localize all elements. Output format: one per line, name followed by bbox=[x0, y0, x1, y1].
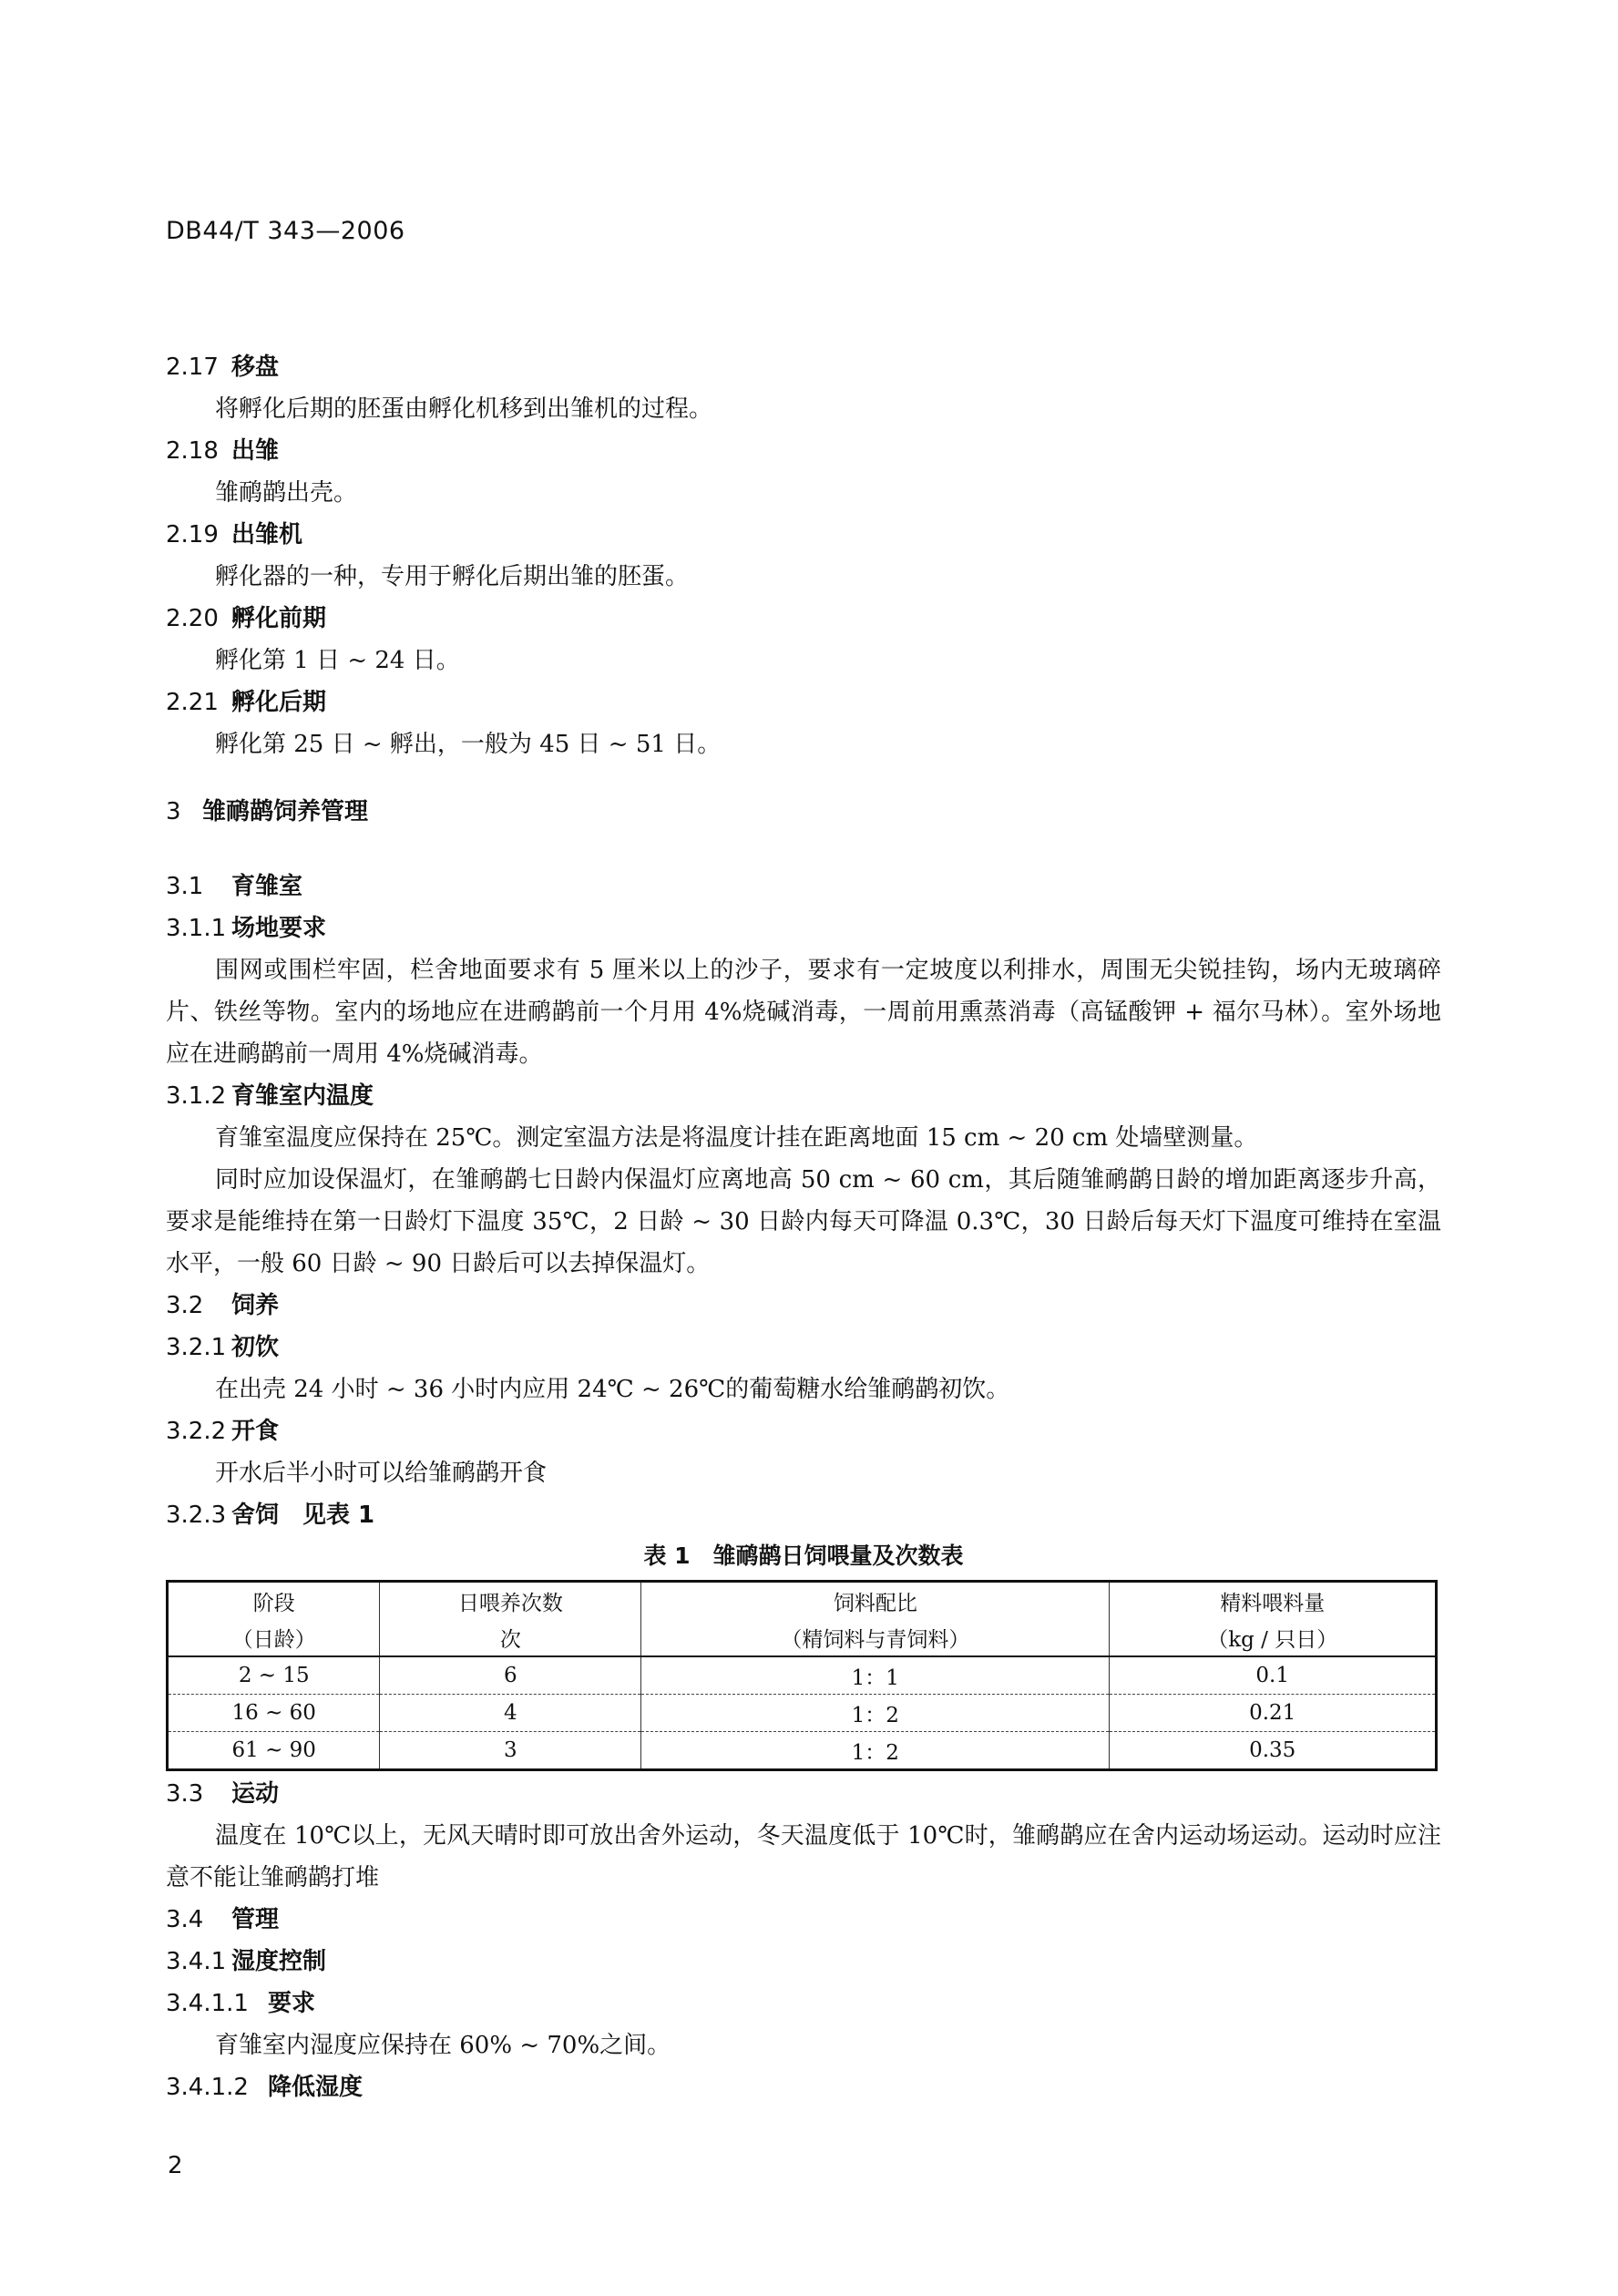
clause-heading bbox=[166, 907, 1441, 949]
clause-heading bbox=[166, 1327, 1441, 1368]
clause-number: 3.1.1 bbox=[166, 915, 227, 942]
table-header-cell: 次 bbox=[380, 1619, 641, 1656]
clause-text: 孵化第 25 日 ~ 孵出，一般为 45 日 ~ 51 日。 bbox=[215, 731, 722, 758]
clause-heading bbox=[166, 1941, 1441, 1983]
clause-text: 孵化第 1 日 ~ 24 日。 bbox=[215, 647, 460, 674]
clause-heading bbox=[166, 1075, 1441, 1117]
clause-heading bbox=[166, 1494, 1441, 1536]
clause-number: 3.4.1.1 bbox=[166, 1990, 249, 2017]
clause-title: 舍饲 见表 1 bbox=[231, 1502, 375, 1529]
clause-heading bbox=[166, 346, 1441, 388]
clause-heading bbox=[166, 598, 1441, 640]
clause-title: 湿度控制 bbox=[231, 1948, 327, 1975]
clause-heading bbox=[166, 514, 1441, 556]
table-cell: 0.21 bbox=[1110, 1695, 1437, 1732]
table-cell: 0.35 bbox=[1110, 1732, 1437, 1770]
table-header-cell: （精饲料与青饲料） bbox=[641, 1619, 1110, 1656]
clause-text: 在出壳 24 小时 ~ 36 小时内应用 24℃ ~ 26℃的葡萄糖水给雏鸸鹋初饮。 bbox=[215, 1376, 1010, 1403]
clause-heading bbox=[166, 1285, 1441, 1327]
clause-number: 3.2.3 bbox=[166, 1502, 227, 1529]
section-title: 雏鸸鹋饲养管理 bbox=[202, 798, 369, 825]
clause-heading bbox=[166, 1410, 1441, 1452]
clause-number: 2.19 bbox=[166, 521, 219, 548]
clause-number: 3.4.1 bbox=[166, 1948, 227, 1975]
clause-title: 开食 bbox=[231, 1418, 280, 1445]
clause-number: 3.2.2 bbox=[166, 1418, 227, 1445]
clause-number: 3.4.1.2 bbox=[166, 2074, 249, 2101]
clause-title: 运动 bbox=[231, 1780, 280, 1808]
clause-text: 将孵化后期的胚蛋由孵化机移到出雏机的过程。 bbox=[215, 395, 713, 423]
table-header-cell: 阶段 bbox=[252, 1591, 295, 1615]
clause-number: 3.4 bbox=[166, 1906, 204, 1933]
table-cell: 0.1 bbox=[1110, 1656, 1437, 1695]
clause-heading bbox=[166, 430, 1441, 472]
clause-heading bbox=[166, 682, 1441, 723]
clause-text: 育雏室内湿度应保持在 60% ~ 70%之间。 bbox=[215, 2032, 671, 2059]
table-cell: 2 ~ 15 bbox=[238, 1664, 310, 1687]
clause-text: 育雏室温度应保持在 25℃。测定室温方法是将温度计挂在距离地面 15 cm ~ 20 cm 处墙壁测量。 bbox=[215, 1124, 1258, 1152]
clause-heading bbox=[166, 1899, 1441, 1941]
clause-title: 场地要求 bbox=[231, 915, 327, 942]
table-row bbox=[168, 1695, 1437, 1732]
clause-title: 出雏机 bbox=[231, 521, 303, 548]
clause-title: 育雏室 bbox=[231, 873, 303, 900]
clause-text: 温度在 10℃以上，无风天晴时即可放出舍外运动，冬天温度低于 10℃时，雏鸸鹋应在舍内运动场运动。运动时应注意不能让雏鸸鹋打堆 bbox=[166, 1822, 1441, 1891]
clause-title: 降低湿度 bbox=[268, 2074, 364, 2101]
table-cell: 1：1 bbox=[641, 1656, 1110, 1695]
table-header-cell: 饲料配比 bbox=[641, 1582, 1110, 1620]
clause-text: 开水后半小时可以给雏鸸鹋开食 bbox=[215, 1460, 548, 1487]
clause-title: 管理 bbox=[231, 1906, 280, 1933]
feeding-table bbox=[166, 1580, 1438, 1771]
clause-title: 孵化前期 bbox=[231, 605, 327, 632]
clause-title: 育雏室内温度 bbox=[231, 1082, 374, 1110]
clause-number: 3.3 bbox=[166, 1780, 204, 1808]
clause-number: 2.21 bbox=[166, 689, 219, 716]
table-cell: 16 ~ 60 bbox=[168, 1695, 380, 1732]
clause-title: 出雏 bbox=[231, 437, 280, 465]
clause-heading bbox=[166, 1983, 1441, 2024]
clause-number: 3.2 bbox=[166, 1292, 204, 1319]
clause-number: 2.20 bbox=[166, 605, 219, 632]
clause-title: 要求 bbox=[268, 1990, 316, 2017]
section-heading bbox=[166, 791, 1441, 833]
table-cell: 3 bbox=[380, 1732, 641, 1770]
table-cell: 6 bbox=[380, 1656, 641, 1695]
clause-text: 围网或围栏牢固，栏舍地面要求有 5 厘米以上的沙子，要求有一定坡度以利排水，周围无尖锐挂钩，场内无玻璃碎片、铁丝等物。室内的场地应在进鸸鹋前一个月用 4%烧碱消毒，一周前用熏蒸消毒（高锰酸钾 + 福尔马林）。室外场地应在进鸸鹋前一周用 4%烧碱消毒。 bbox=[166, 957, 1441, 1068]
clause-text: 同时应加设保温灯，在雏鸸鹋七日龄内保温灯应离地高 50 cm ~ 60 cm，其后随雏鸸鹋日龄的增加距离逐步升高，要求是能维持在第一日龄灯下温度 35℃，2 日龄 ~ 30 日龄内每天可降温 0.3℃，30 日龄后每天灯下温度可维持在室温水平，一般 60 日龄 ~ 90 日龄后可以去掉保温灯。 bbox=[166, 1166, 1441, 1277]
clause-heading bbox=[166, 2066, 1441, 2108]
clause-text: 雏鸸鹋出壳。 bbox=[215, 479, 358, 507]
table-cell: 4 bbox=[380, 1695, 641, 1732]
clause-number: 3.2.1 bbox=[166, 1334, 227, 1361]
table-cell: 1：2 bbox=[641, 1732, 1110, 1770]
page-number: 2 bbox=[168, 2152, 183, 2179]
table-cell: 1：2 bbox=[641, 1695, 1110, 1732]
clause-number: 2.18 bbox=[166, 437, 219, 465]
clause-title: 孵化后期 bbox=[231, 689, 327, 716]
section-number: 3 bbox=[166, 798, 181, 825]
table-header-cell: （日龄） bbox=[168, 1619, 380, 1656]
clause-number: 2.17 bbox=[166, 354, 219, 381]
clause-title: 饲养 bbox=[231, 1292, 280, 1319]
document-body bbox=[166, 346, 1441, 2108]
clause-heading bbox=[166, 1773, 1441, 1815]
table-header-row bbox=[168, 1582, 1437, 1620]
clause-heading bbox=[166, 866, 1441, 907]
table-row bbox=[168, 1732, 1437, 1770]
clause-number: 3.1.2 bbox=[166, 1082, 227, 1110]
table-header-row bbox=[168, 1619, 1437, 1656]
table-header-cell: 精料喂料量 bbox=[1110, 1582, 1437, 1620]
table-cell: 61 ~ 90 bbox=[168, 1732, 380, 1770]
table-header-cell: 日喂养次数 bbox=[380, 1582, 641, 1620]
document-id: DB44/T 343—2006 bbox=[166, 217, 405, 245]
table-row bbox=[168, 1656, 1437, 1695]
clause-text: 孵化器的一种，专用于孵化后期出雏的胚蛋。 bbox=[215, 563, 690, 590]
table-caption: 表 1 雏鸸鹋日饲喂量及次数表 bbox=[643, 1543, 964, 1569]
table-header-cell: （kg / 只日） bbox=[1110, 1619, 1437, 1656]
clause-number: 3.1 bbox=[166, 873, 204, 900]
clause-title: 移盘 bbox=[231, 354, 280, 381]
clause-title: 初饮 bbox=[231, 1334, 280, 1361]
